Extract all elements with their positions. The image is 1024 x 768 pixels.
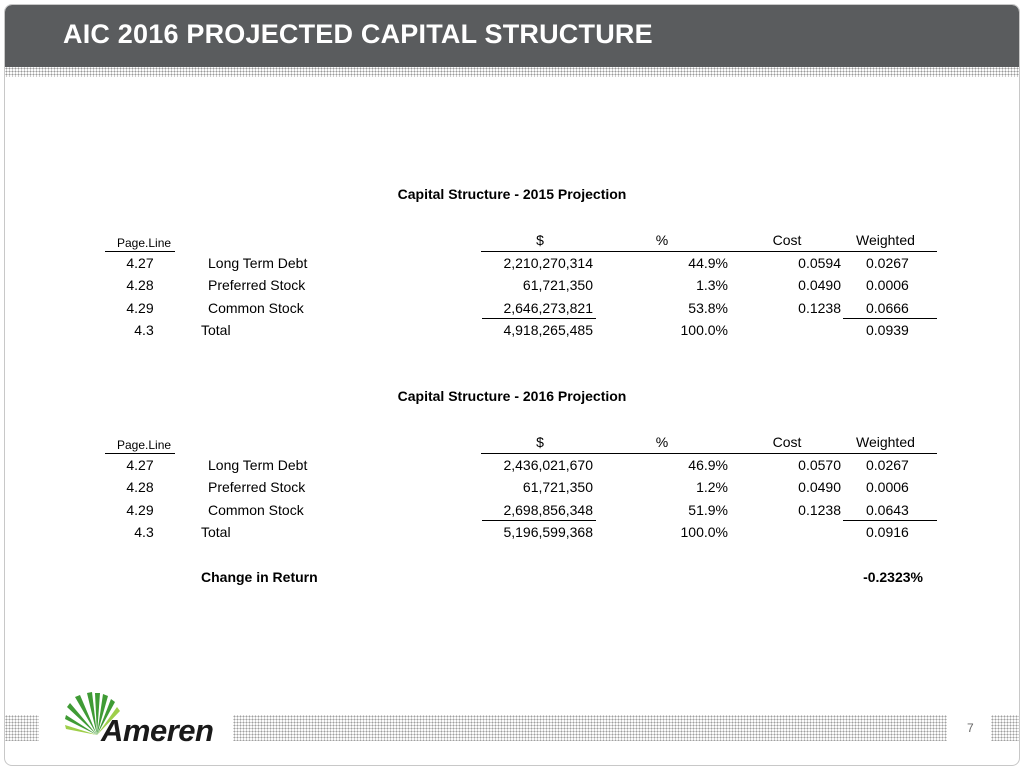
header-rule	[105, 251, 175, 252]
header-weighted: Weighted	[856, 434, 915, 450]
row-dollars: 2,210,270,314	[503, 255, 593, 271]
subtotal-rule	[482, 318, 596, 319]
subtotal-rule	[843, 520, 937, 521]
row-percent: 46.9%	[688, 457, 728, 473]
row-cost: 0.1238	[798, 502, 841, 518]
change-in-return-label: Change in Return	[201, 569, 318, 585]
footer-dots-edge	[991, 715, 1019, 741]
change-in-return-value: -0.2323%	[863, 569, 923, 585]
header-dollars: $	[536, 232, 544, 248]
page-number: 7	[967, 721, 974, 735]
table-2016-title: Capital Structure - 2016 Projection	[397, 388, 627, 404]
row-label: Common Stock	[208, 502, 304, 518]
row-cost: 0.0490	[798, 479, 841, 495]
row-weighted: 0.0643	[866, 502, 909, 518]
total-weighted: 0.0939	[866, 322, 909, 338]
ameren-logo-text: Ameren	[101, 713, 214, 748]
row-weighted: 0.0267	[866, 457, 909, 473]
row-dollars: 2,436,021,670	[503, 457, 593, 473]
header-percent: %	[655, 434, 669, 450]
row-dollars: 2,646,273,821	[503, 300, 593, 316]
header-cost: Cost	[772, 232, 802, 248]
row-dollars: 61,721,350	[522, 479, 593, 495]
header-page-line: Page.Line	[117, 438, 172, 452]
total-dollars: 4,918,265,485	[503, 322, 593, 338]
total-percent: 100.0%	[680, 524, 728, 540]
row-page-line: 4.29	[126, 300, 154, 316]
row-percent: 1.2%	[696, 479, 728, 495]
title-dots-band	[5, 67, 1019, 77]
footer-dots-left	[5, 715, 39, 741]
header-cost: Cost	[772, 434, 802, 450]
total-page-line: 4.3	[134, 524, 154, 540]
row-cost: 0.1238	[798, 300, 841, 316]
slide	[4, 4, 1020, 766]
row-weighted: 0.0006	[866, 277, 909, 293]
subtotal-rule	[843, 318, 937, 319]
row-page-line: 4.27	[126, 255, 154, 271]
subtotal-rule	[482, 520, 596, 521]
table-2015-title: Capital Structure - 2015 Projection	[397, 186, 627, 202]
row-percent: 1.3%	[696, 277, 728, 293]
row-percent: 53.8%	[688, 300, 728, 316]
row-page-line: 4.28	[126, 479, 154, 495]
row-page-line: 4.27	[126, 457, 154, 473]
page-title: AIC 2016 PROJECTED CAPITAL STRUCTURE	[63, 19, 653, 49]
row-cost: 0.0490	[798, 277, 841, 293]
row-weighted: 0.0006	[866, 479, 909, 495]
row-cost: 0.0570	[798, 457, 841, 473]
row-percent: 44.9%	[688, 255, 728, 271]
row-page-line: 4.28	[126, 277, 154, 293]
row-percent: 51.9%	[688, 502, 728, 518]
row-label: Long Term Debt	[208, 457, 308, 473]
header-weighted: Weighted	[856, 232, 915, 248]
row-cost: 0.0594	[798, 255, 841, 271]
row-label: Common Stock	[208, 300, 304, 316]
row-label: Preferred Stock	[208, 277, 306, 293]
header-rule	[481, 251, 937, 252]
header-dollars: $	[536, 434, 544, 450]
header-rule	[481, 453, 937, 454]
row-weighted: 0.0267	[866, 255, 909, 271]
row-label: Long Term Debt	[208, 255, 308, 271]
title-bar	[5, 5, 1019, 67]
header-rule	[105, 453, 175, 454]
total-page-line: 4.3	[134, 322, 154, 338]
total-label: Total	[201, 524, 231, 540]
header-percent: %	[655, 232, 669, 248]
total-label: Total	[201, 322, 231, 338]
total-dollars: 5,196,599,368	[503, 524, 593, 540]
footer-dots-right	[233, 715, 947, 741]
row-weighted: 0.0666	[866, 300, 909, 316]
row-dollars: 2,698,856,348	[503, 502, 593, 518]
row-dollars: 61,721,350	[522, 277, 593, 293]
row-page-line: 4.29	[126, 502, 154, 518]
header-page-line: Page.Line	[117, 236, 172, 250]
total-percent: 100.0%	[680, 322, 728, 338]
total-weighted: 0.0916	[866, 524, 909, 540]
row-label: Preferred Stock	[208, 479, 306, 495]
